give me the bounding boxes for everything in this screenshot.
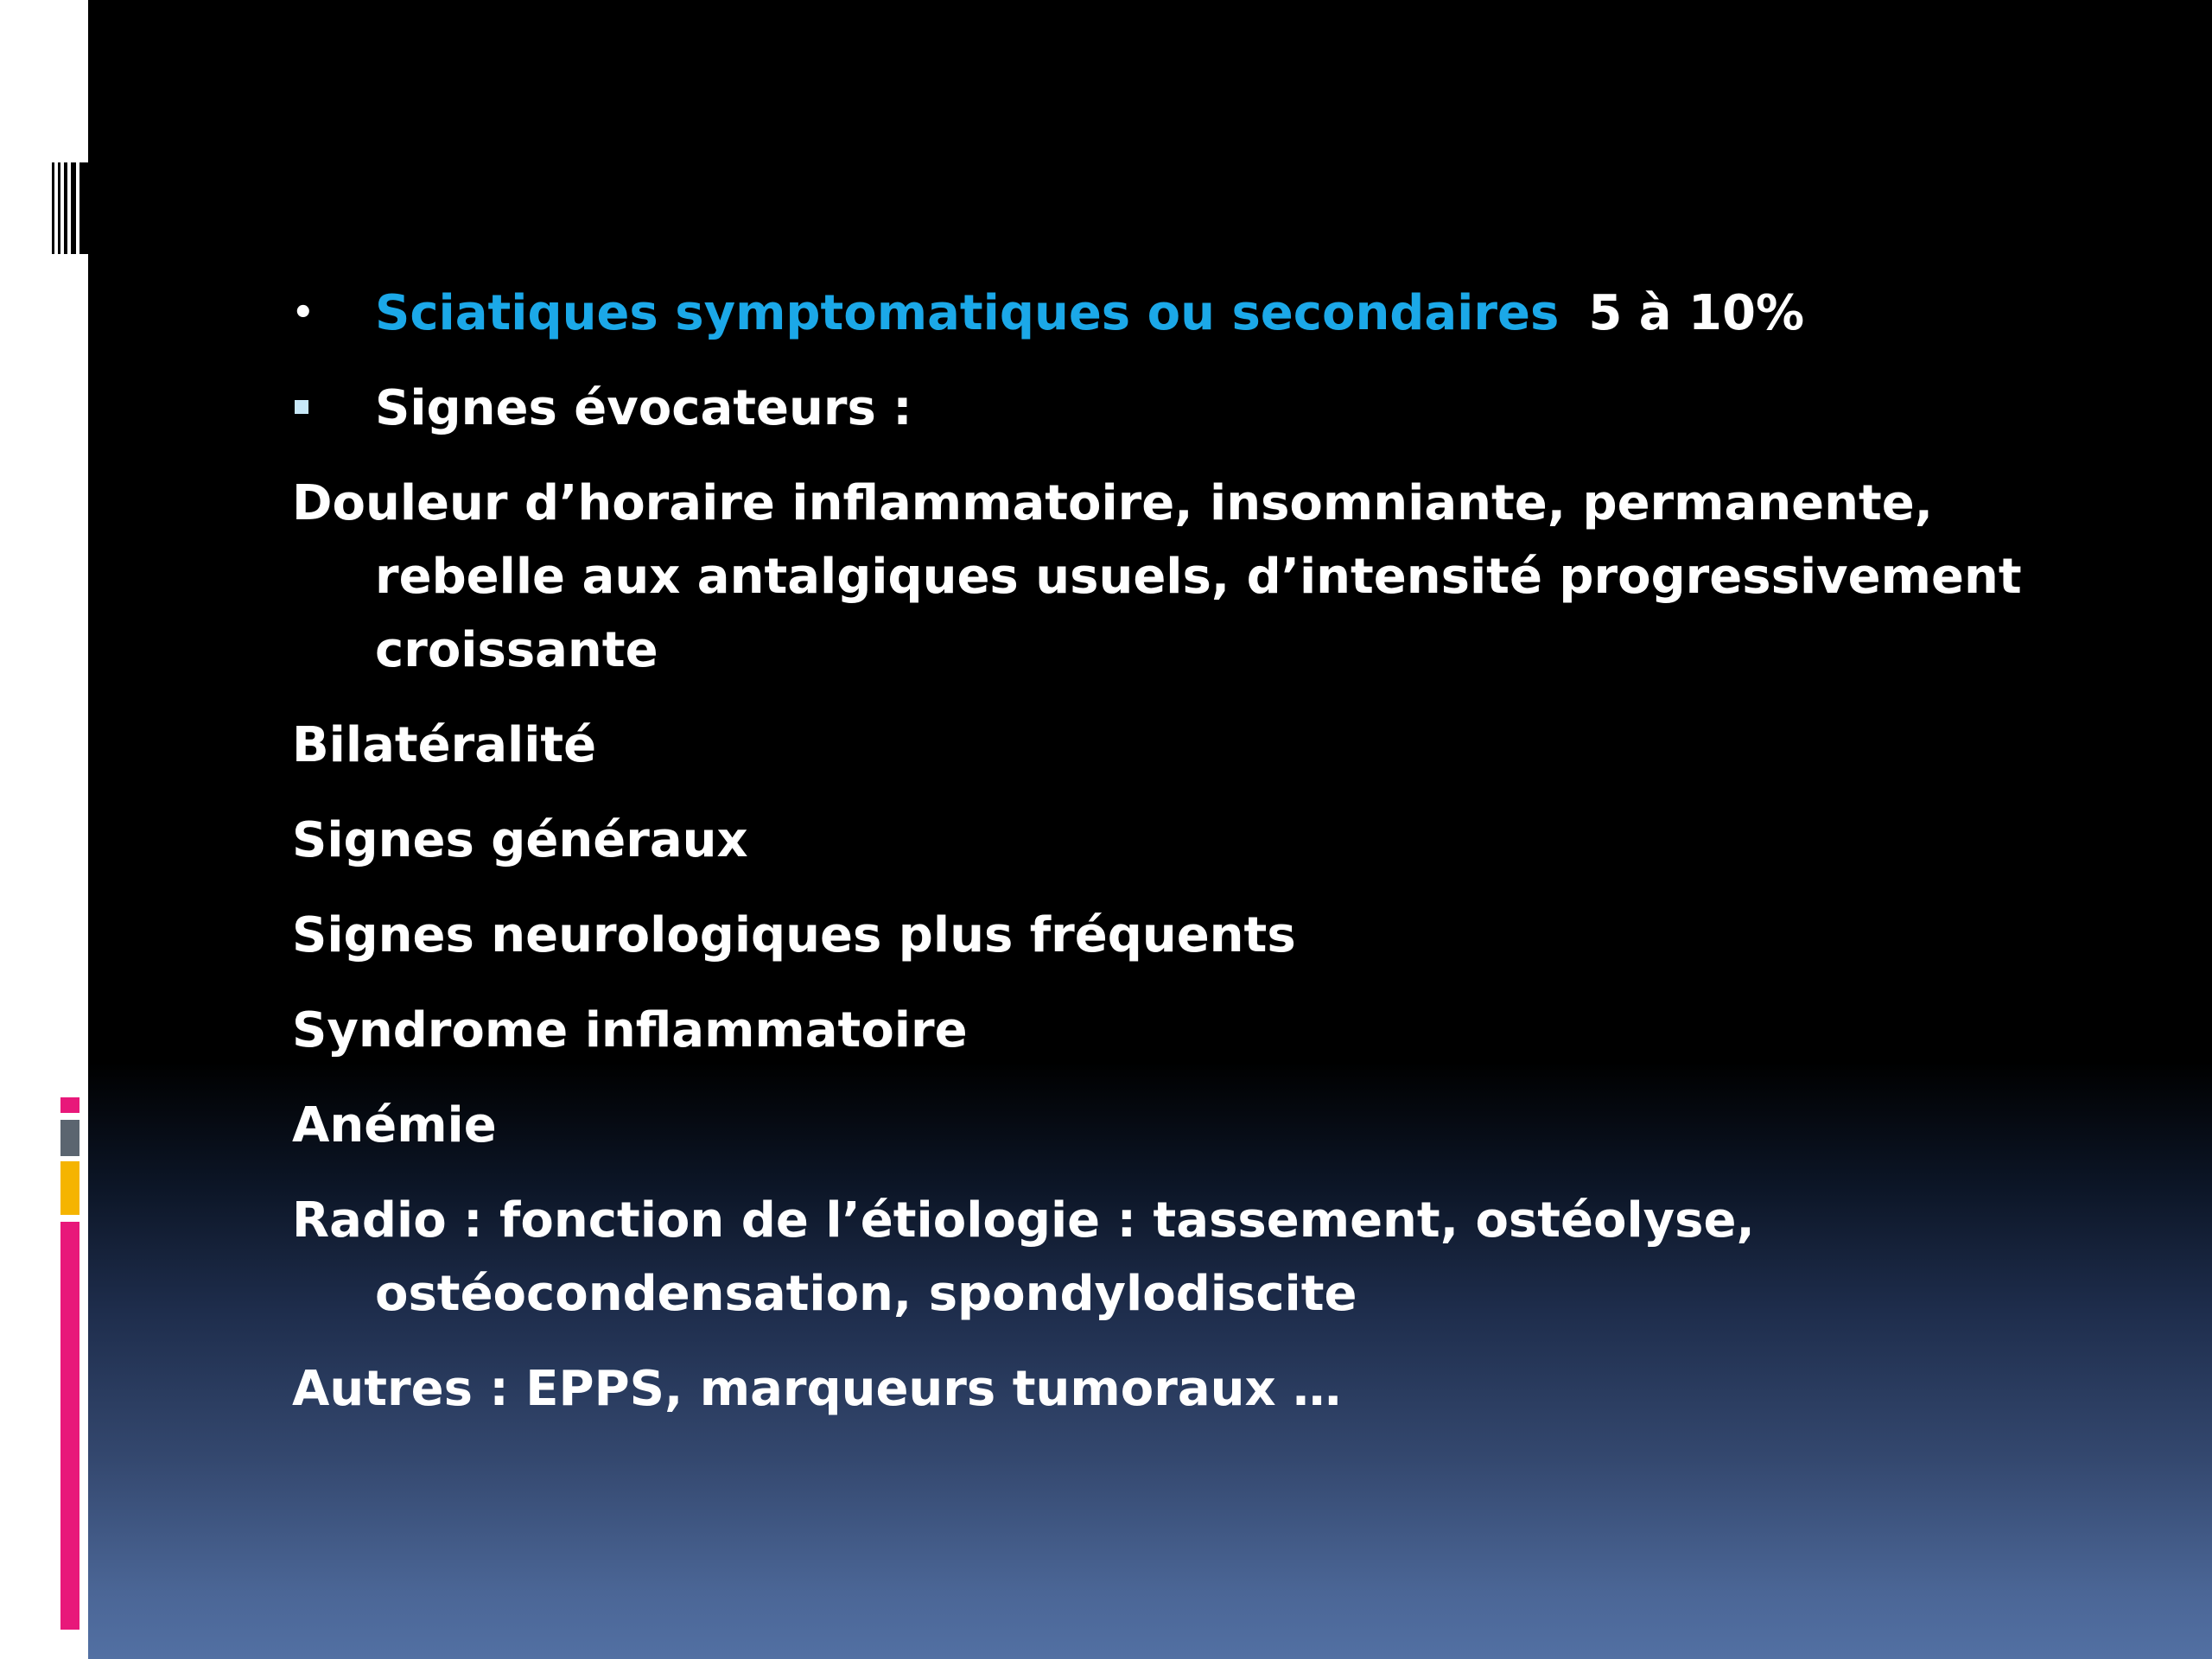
heading-accent: Sciatiques symptomatiques ou secondaires (375, 285, 1560, 341)
accent-bar-pink-top (60, 1097, 79, 1113)
subheading-line (292, 372, 2055, 445)
accent-bar-yellow (60, 1161, 79, 1215)
list-item: Syndrome inflammatoire (292, 1002, 968, 1058)
list-item: Anémie (292, 1097, 497, 1154)
accent-bar-gray (60, 1120, 79, 1156)
list-item: Signes neurologiques plus fréquents (292, 907, 1296, 963)
list-item: Radio : fonction de l’étiologie : tassement, ostéolyse, ostéocondensation, spondylodiscite (292, 1192, 1755, 1322)
heading-line (292, 276, 2055, 350)
slide-content (292, 276, 2055, 1447)
subheading: Signes évocateurs : (375, 380, 912, 436)
list-item: Bilatéralité (292, 717, 597, 773)
list-item: Autres : EPPS, marqueurs tumoraux … (292, 1361, 1342, 1417)
list-item: Signes généraux (292, 812, 748, 868)
left-decoration-strip (0, 0, 88, 1659)
accent-bar-pink (60, 1222, 79, 1630)
list-item: Douleur d’horaire inflammatoire, insomniante, permanente, rebelle aux antalgiques usuels, d’intensité progressivement croissante (292, 475, 2022, 678)
bullet-dot-icon: • (292, 293, 315, 333)
heading-value: 5 à 10% (1588, 285, 1805, 341)
decorative-lines (52, 162, 88, 254)
square-bullet-icon (295, 400, 308, 414)
